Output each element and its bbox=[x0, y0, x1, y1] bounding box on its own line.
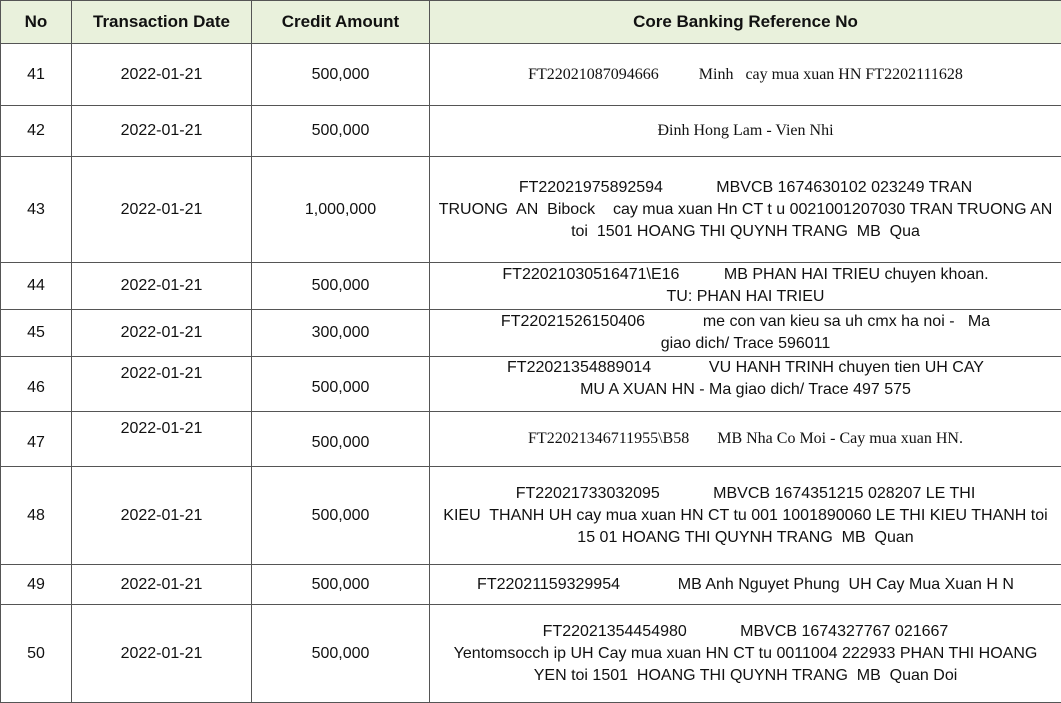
cell-no: 44 bbox=[1, 263, 72, 310]
reference-line: KIEU THANH UH cay mua xuan HN CT tu 001 1001890060 LE THI KIEU THANH toi bbox=[443, 506, 1048, 524]
cell-reference bbox=[430, 565, 1061, 605]
header-transaction-date: Transaction Date bbox=[72, 1, 252, 44]
table-row bbox=[1, 412, 1061, 467]
cell-date: 2022-01-21 bbox=[72, 357, 252, 412]
cell-amount: 500,000 bbox=[252, 357, 430, 412]
table-row bbox=[1, 106, 1061, 157]
reference-line: FT22021030516471\E16 MB PHAN HAI TRIEU chuyen khoan. bbox=[502, 266, 989, 283]
header-credit-amount: Credit Amount bbox=[252, 1, 430, 44]
cell-no: 47 bbox=[1, 412, 72, 467]
reference-line: FT22021159329954 MB Anh Nguyet Phung UH Cay Mua Xuan H N bbox=[477, 575, 1014, 593]
reference-line: TRUONG AN Bibock cay mua xuan Hn CT t u 0021001207030 TRAN TRUONG AN bbox=[438, 200, 1053, 218]
reference-line: MU A XUAN HN - Ma giao dich/ Trace 497 575 bbox=[580, 381, 911, 398]
reference-line: TU: PHAN HAI TRIEU bbox=[666, 288, 825, 305]
table-row bbox=[1, 605, 1061, 703]
cell-amount: 500,000 bbox=[252, 467, 430, 565]
table-row bbox=[1, 565, 1061, 605]
cell-date: 2022-01-21 bbox=[72, 565, 252, 605]
cell-amount: 500,000 bbox=[252, 44, 430, 106]
cell-no: 45 bbox=[1, 310, 72, 357]
header-row bbox=[1, 1, 1061, 44]
cell-no: 41 bbox=[1, 44, 72, 106]
reference-line: FT22021346711955\B58 MB Nha Co Moi - Cay mua xuan HN. bbox=[528, 430, 963, 447]
cell-reference bbox=[430, 263, 1061, 310]
cell-reference bbox=[430, 106, 1061, 157]
cell-amount: 500,000 bbox=[252, 565, 430, 605]
cell-amount: 500,000 bbox=[252, 412, 430, 467]
header-no: No bbox=[1, 1, 72, 44]
cell-date: 2022-01-21 bbox=[72, 412, 252, 467]
reference-line: FT22021733032095 MBVCB 1674351215 028207 LE THI bbox=[515, 484, 976, 502]
reference-line: 15 01 HOANG THI QUYNH TRANG MB Quan bbox=[577, 528, 914, 546]
cell-no: 42 bbox=[1, 106, 72, 157]
cell-amount: 1,000,000 bbox=[252, 157, 430, 263]
cell-date: 2022-01-21 bbox=[72, 44, 252, 106]
reference-line: FT22021975892594 MBVCB 1674630102 023249 TRAN bbox=[518, 178, 973, 196]
reference-line: toi 1501 HOANG THI QUYNH TRANG MB Qua bbox=[571, 222, 920, 240]
reference-line: giao dich/ Trace 596011 bbox=[660, 335, 831, 352]
reference-line: Đinh Hong Lam - Vien Nhi bbox=[657, 122, 834, 139]
cell-reference bbox=[430, 357, 1061, 412]
cell-reference bbox=[430, 605, 1061, 703]
table-row bbox=[1, 263, 1061, 310]
cell-amount: 500,000 bbox=[252, 263, 430, 310]
cell-no: 49 bbox=[1, 565, 72, 605]
table-row bbox=[1, 357, 1061, 412]
reference-line: Yentomsocch ip UH Cay mua xuan HN CT tu 0011004 222933 PHAN THI HOANG bbox=[453, 644, 1038, 662]
table-row bbox=[1, 310, 1061, 357]
cell-reference bbox=[430, 157, 1061, 263]
cell-reference bbox=[430, 44, 1061, 106]
reference-line: YEN toi 1501 HOANG THI QUYNH TRANG MB Quan Doi bbox=[533, 666, 958, 684]
reference-line: FT22021354454980 MBVCB 1674327767 021667 bbox=[542, 622, 949, 640]
table-row bbox=[1, 157, 1061, 263]
reference-line: FT22021354889014 VU HANH TRINH chuyen tien UH CAY bbox=[507, 359, 984, 376]
header-reference: Core Banking Reference No bbox=[430, 1, 1061, 44]
cell-date: 2022-01-21 bbox=[72, 605, 252, 703]
table-row bbox=[1, 44, 1061, 106]
cell-date: 2022-01-21 bbox=[72, 467, 252, 565]
cell-date: 2022-01-21 bbox=[72, 263, 252, 310]
reference-line: FT22021087094666 Minh cay mua xuan HN FT2202111628 bbox=[528, 65, 963, 83]
cell-date: 2022-01-21 bbox=[72, 106, 252, 157]
cell-reference bbox=[430, 467, 1061, 565]
cell-date: 2022-01-21 bbox=[72, 310, 252, 357]
cell-no: 48 bbox=[1, 467, 72, 565]
reference-line: FT22021526150406 me con van kieu sa uh cmx ha noi - Ma bbox=[500, 313, 991, 330]
cell-reference bbox=[430, 412, 1061, 467]
cell-date: 2022-01-21 bbox=[72, 157, 252, 263]
cell-no: 43 bbox=[1, 157, 72, 263]
cell-amount: 500,000 bbox=[252, 605, 430, 703]
cell-amount: 300,000 bbox=[252, 310, 430, 357]
cell-no: 46 bbox=[1, 357, 72, 412]
cell-reference bbox=[430, 310, 1061, 357]
cell-no: 50 bbox=[1, 605, 72, 703]
cell-amount: 500,000 bbox=[252, 106, 430, 157]
table-row bbox=[1, 467, 1061, 565]
